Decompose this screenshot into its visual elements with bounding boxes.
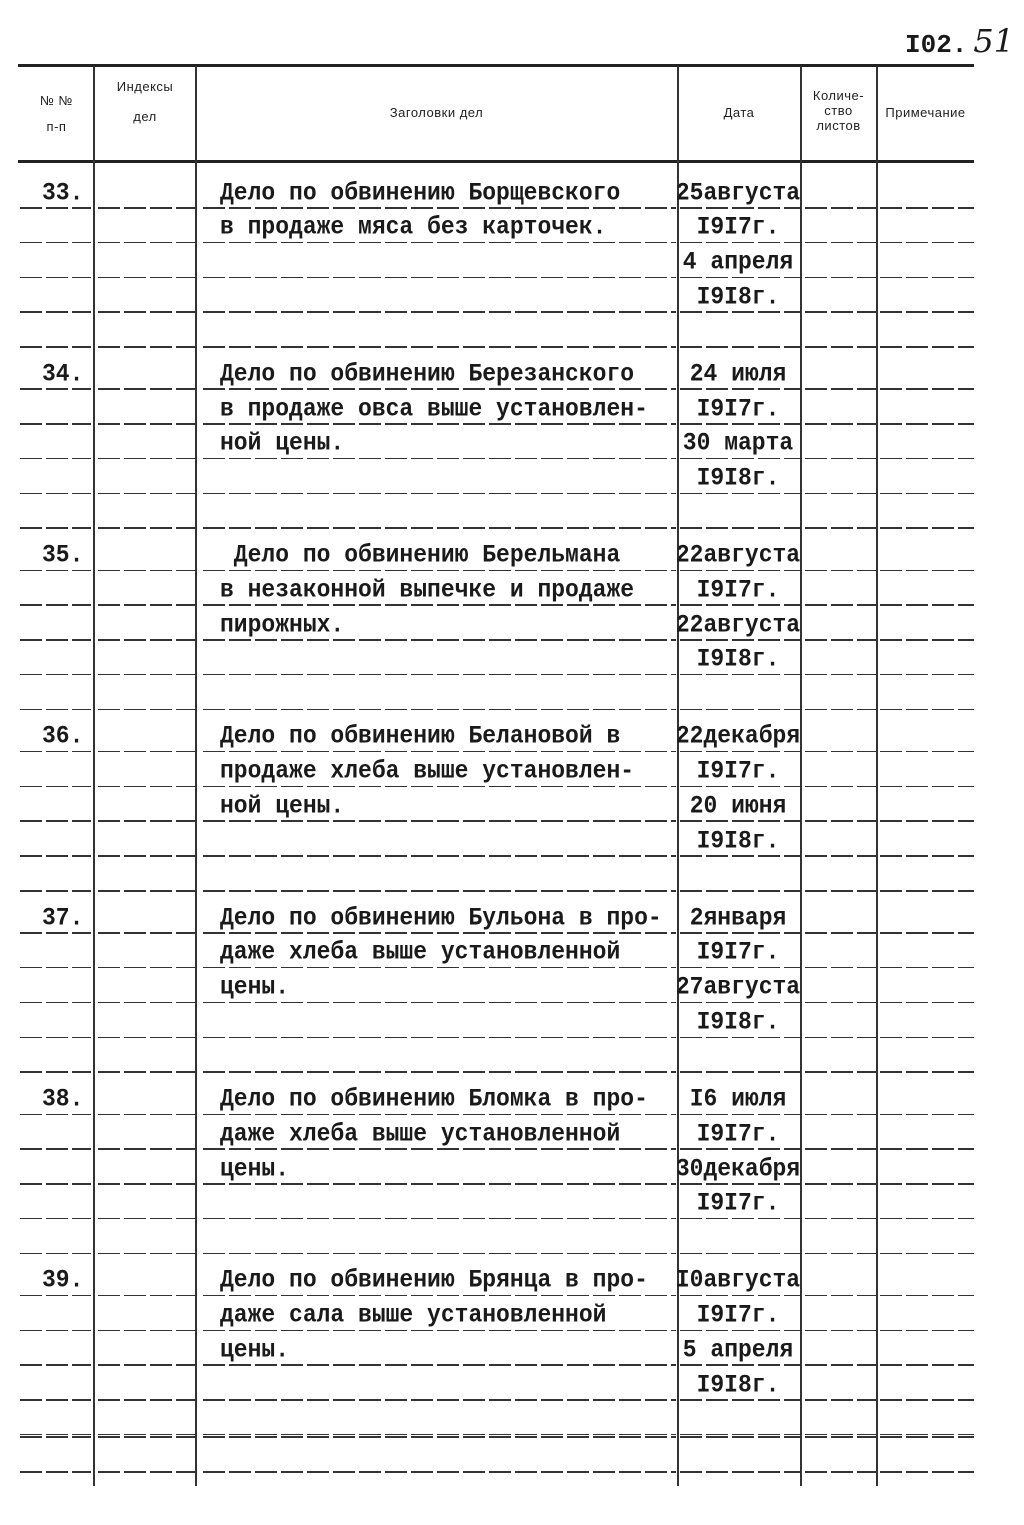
entry-date-line: I0августа xyxy=(675,1265,801,1295)
row-rule xyxy=(98,709,195,711)
entry-title-line: продаже хлеба выше установлен- xyxy=(220,756,635,786)
entry-date-line: 30 марта xyxy=(682,428,794,458)
row-line xyxy=(18,753,974,788)
row-line xyxy=(18,899,974,934)
row-line xyxy=(18,1403,974,1438)
row-rule xyxy=(880,527,974,529)
row-line xyxy=(18,969,974,1004)
entry-title-line: даже хлеба выше установленной xyxy=(220,937,621,967)
header-title xyxy=(196,68,677,160)
row-rule xyxy=(680,709,800,711)
row-line xyxy=(18,1115,974,1150)
header-index-line: дел xyxy=(133,109,157,124)
entry-date-line: I9I8г. xyxy=(696,644,780,674)
row-rule xyxy=(20,1471,91,1473)
row-rule xyxy=(20,890,91,892)
row-rule xyxy=(20,709,91,711)
row-line xyxy=(18,1220,974,1255)
entry-title-line: Дело по обвинению Белановой в xyxy=(220,721,621,751)
row-rule xyxy=(98,1071,195,1073)
entry-date-line: 20 июня xyxy=(689,791,787,820)
entry-title-line: даже сала выше установленной xyxy=(220,1300,607,1330)
row-line xyxy=(18,244,974,279)
header-number-line: № № xyxy=(39,93,73,108)
entry-number: 38. xyxy=(42,1084,84,1113)
header-note xyxy=(877,68,974,160)
row-line xyxy=(18,425,974,460)
row-line xyxy=(18,571,974,606)
entry-title-line: пирожных. xyxy=(220,610,345,639)
entry-date-line: I9I7г. xyxy=(696,1300,780,1330)
entry-date-line: I9I8г. xyxy=(696,1370,780,1399)
entry-date-line: 27августа xyxy=(675,972,801,1002)
row-rule xyxy=(203,1071,676,1073)
header-sheets-line: листов xyxy=(816,118,861,133)
row-rule xyxy=(680,346,800,348)
row-line xyxy=(18,1038,974,1073)
row-rule xyxy=(203,527,676,529)
row-line xyxy=(18,1150,974,1185)
row-rule xyxy=(805,346,876,348)
table-row xyxy=(18,718,974,899)
row-line xyxy=(18,313,974,348)
entry-title-line: цены. xyxy=(220,1153,290,1183)
row-line xyxy=(18,1331,974,1366)
entry-date-line: I9I8г. xyxy=(696,282,780,311)
row-rule xyxy=(203,709,676,711)
row-rule xyxy=(203,1253,676,1255)
entry-number: 39. xyxy=(42,1265,84,1295)
row-line xyxy=(18,606,974,641)
entry-date-line: I9I7г. xyxy=(696,937,780,967)
row-line xyxy=(18,209,974,244)
entry-title-line: Дело по обвинению Берельмана xyxy=(220,540,621,570)
entry-date-line: 25августа xyxy=(675,177,801,207)
header-date xyxy=(678,68,800,160)
row-line xyxy=(18,787,974,822)
header-note-text: Примечание xyxy=(885,105,966,120)
row-rule xyxy=(805,709,876,711)
row-rule xyxy=(805,890,876,892)
row-line xyxy=(18,537,974,572)
row-line xyxy=(18,822,974,857)
row-rule xyxy=(98,1471,195,1473)
row-line xyxy=(18,1004,974,1039)
entry-date-line: 30декабря xyxy=(675,1153,801,1183)
entry-title-line: цены. xyxy=(220,1335,290,1364)
header-title-text: Заголовки дел xyxy=(389,105,484,120)
header-number xyxy=(20,68,93,160)
entry-date-line: 22декабря xyxy=(675,721,801,751)
entry-number: 35. xyxy=(42,540,84,570)
entry-date-line: 2января xyxy=(689,903,787,932)
entry-number: 37. xyxy=(42,903,84,932)
table-row xyxy=(18,1081,974,1262)
row-rule xyxy=(98,1253,195,1255)
row-line xyxy=(18,460,974,495)
row-rule xyxy=(880,709,974,711)
row-rule xyxy=(880,1471,974,1473)
entry-date-line: 22августа xyxy=(675,610,801,639)
entry-date-line: I6 июля xyxy=(689,1084,787,1113)
row-line xyxy=(18,278,974,313)
header-date-text: Дата xyxy=(723,105,755,120)
entry-number: 36. xyxy=(42,721,84,751)
header-index-line: Индексы xyxy=(116,79,174,94)
row-line xyxy=(18,934,974,969)
entry-date-line: 24 июля xyxy=(689,359,787,388)
row-rule xyxy=(680,890,800,892)
row-line xyxy=(18,1438,974,1473)
row-rule xyxy=(20,346,91,348)
row-rule xyxy=(203,346,676,348)
row-rule xyxy=(98,346,195,348)
table-row xyxy=(18,537,974,718)
entry-title-line: ной цены. xyxy=(220,428,345,458)
table-row xyxy=(18,355,974,536)
entry-date-line: I9I7г. xyxy=(696,756,780,786)
entry-number: 33. xyxy=(42,177,84,207)
entry-date-line: I9I7г. xyxy=(696,1119,780,1148)
entry-date-line: I9I7г. xyxy=(696,212,780,242)
row-rule xyxy=(805,1071,876,1073)
row-rule xyxy=(98,527,195,529)
row-line xyxy=(18,1297,974,1332)
page-number xyxy=(905,22,1014,60)
row-line xyxy=(18,494,974,529)
header-index xyxy=(95,68,195,160)
row-rule xyxy=(680,1253,800,1255)
row-rule xyxy=(680,1471,800,1473)
row-rule xyxy=(805,527,876,529)
entry-date-line: I9I8г. xyxy=(696,463,780,493)
entry-title-line: ной цены. xyxy=(220,791,345,820)
header-number-line: п-п xyxy=(46,119,67,134)
table-row xyxy=(18,174,974,355)
row-rule xyxy=(20,1071,91,1073)
row-rule xyxy=(203,1471,676,1473)
entry-title-line: в продаже мяса без карточек. xyxy=(220,212,607,242)
entry-title-line: в незаконной выпечке и продаже xyxy=(220,575,635,604)
header-sheets xyxy=(801,68,876,160)
row-rule xyxy=(880,346,974,348)
row-rule xyxy=(20,527,91,529)
row-rule xyxy=(203,890,676,892)
entry-title-line: Дело по обвинению Бломка в про- xyxy=(220,1084,648,1113)
row-line xyxy=(18,641,974,676)
entry-date-line: 5 апреля xyxy=(682,1335,794,1364)
row-line xyxy=(18,1081,974,1116)
entry-date-line: I9I7г. xyxy=(696,393,780,423)
table-top-rule xyxy=(18,64,974,67)
row-line xyxy=(18,355,974,390)
entry-date-line: I9I8г. xyxy=(696,1007,780,1037)
entry-date-line: I9I7г. xyxy=(696,1188,780,1218)
row-line xyxy=(18,857,974,892)
entry-date-line: 22августа xyxy=(675,540,801,570)
row-line xyxy=(18,390,974,425)
row-line xyxy=(18,1366,974,1401)
row-line xyxy=(18,174,974,209)
entry-date-line: 4 апреля xyxy=(682,247,794,277)
entry-title-line: Дело по обвинению Борщевского xyxy=(220,177,621,207)
entry-date-line: I9I8г. xyxy=(696,826,780,855)
entry-number: 34. xyxy=(42,359,84,388)
entry-title-line: в продаже овса выше установлен- xyxy=(220,393,648,423)
entry-title-line: Дело по обвинению Березанского xyxy=(220,359,635,388)
header-sheets-line: Количе- xyxy=(812,88,865,103)
header-sheets-line: ство xyxy=(824,103,853,118)
row-rule xyxy=(805,1253,876,1255)
row-rule xyxy=(880,1253,974,1255)
entry-title-line: Дело по обвинению Брянца в про- xyxy=(220,1265,648,1295)
entry-title-line: цены. xyxy=(220,972,290,1002)
page-number-handwritten: 51 xyxy=(973,22,1015,60)
row-rule xyxy=(805,1471,876,1473)
row-rule xyxy=(680,527,800,529)
row-rule xyxy=(20,1253,91,1255)
entry-title-line: даже хлеба выше установленной xyxy=(220,1119,621,1148)
row-rule xyxy=(880,890,974,892)
table-row xyxy=(18,899,974,1080)
row-line xyxy=(18,1262,974,1297)
row-rule xyxy=(98,890,195,892)
page-number-typed: I02. xyxy=(905,30,968,60)
header-bottom-rule xyxy=(18,160,974,163)
row-line xyxy=(18,1185,974,1220)
row-rule xyxy=(880,1071,974,1073)
entry-title-line: Дело по обвинению Бульона в про- xyxy=(220,903,662,932)
row-rule xyxy=(680,1071,800,1073)
entry-date-line: I9I7г. xyxy=(696,575,780,604)
row-line xyxy=(18,718,974,753)
row-line xyxy=(18,676,974,711)
